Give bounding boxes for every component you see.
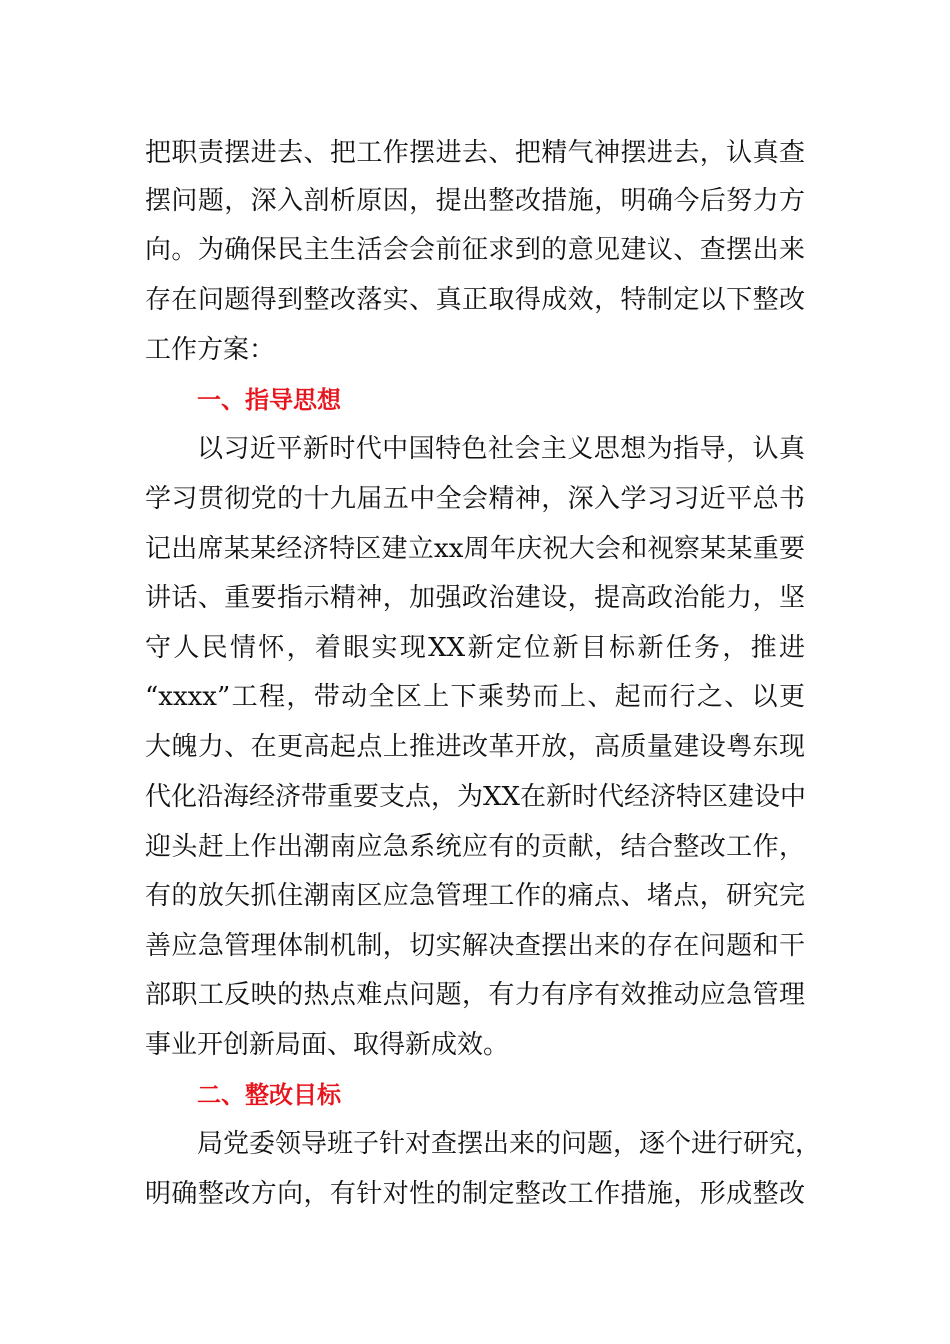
section1-line-13: 事业开创新局面、取得新成效。: [145, 1030, 510, 1060]
section1-line-3: 记出席某某经济特区建立xx周年庆祝大会和视察某某重要: [145, 534, 805, 564]
section-heading-guiding-ideology: 一、指导思想: [197, 386, 341, 414]
intro-line-4: 存在问题得到整改落实、真正取得成效，特制定以下整改: [145, 285, 805, 315]
section1-line-8: 代化沿海经济带重要支点，为XX在新时代经济特区建设中: [145, 782, 807, 812]
section1-line-7: 大魄力、在更高起点上推进改革开放，高质量建设粤东现: [145, 732, 805, 762]
section1-line-1: 以习近平新时代中国特色社会主义思想为指导，认真: [197, 434, 805, 464]
section1-line-11: 善应急管理体制机制，切实解决查摆出来的存在问题和干: [145, 931, 805, 961]
section1-line-6: “xxxx”工程，带动全区上下乘势而上、起而行之、以更: [145, 682, 805, 712]
intro-line-3: 向。为确保民主生活会会前征求到的意见建议、查摆出来: [145, 235, 805, 265]
intro-line-1: 把职责摆进去、把工作摆进去、把精气神摆进去，认真查: [145, 138, 805, 168]
section1-line-9: 迎头赶上作出潮南应急系统应有的贡献，结合整改工作，: [145, 832, 805, 862]
section2-line-1: 局党委领导班子针对查摆出来的问题，逐个进行研究，: [197, 1129, 822, 1159]
section1-line-2: 学习贯彻党的十九届五中全会精神，深入学习习近平总书: [145, 484, 805, 514]
section2-line-2: 明确整改方向，有针对性的制定整改工作措施，形成整改: [145, 1179, 805, 1209]
section-heading-rectification-goals: 二、整改目标: [197, 1081, 341, 1109]
section1-line-4: 讲话、重要指示精神，加强政治建设，提高政治能力，坚: [145, 583, 805, 613]
section1-line-12: 部职工反映的热点难点问题，有力有序有效推动应急管理: [145, 980, 805, 1010]
intro-line-5: 工作方案：: [145, 335, 276, 365]
intro-line-2: 摆问题，深入剖析原因，提出整改措施，明确今后努力方: [145, 186, 805, 216]
section1-line-10: 有的放矢抓住潮南区应急管理工作的痛点、堵点，研究完: [145, 881, 805, 911]
section1-line-5: 守人民情怀，着眼实现XX新定位新目标新任务，推进: [145, 633, 805, 663]
